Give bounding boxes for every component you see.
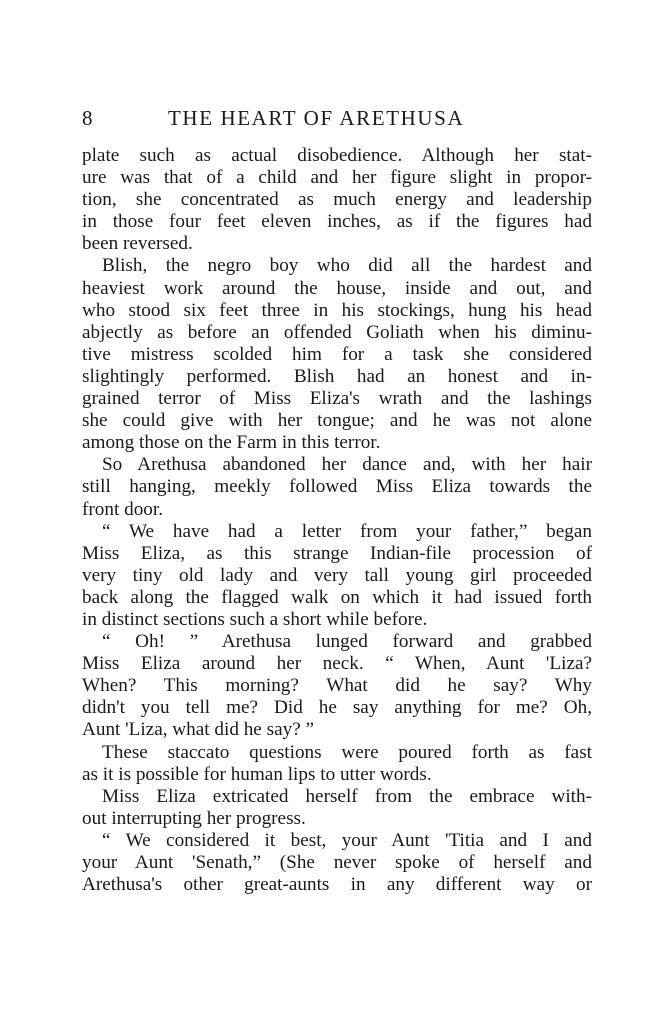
text-line: in distinct sections such a short while before. [82, 608, 428, 630]
text-line: Arethusa's other great-aunts in any different way or [82, 874, 592, 896]
text-line: Blish, the negro boy who did all the hardest and [102, 255, 592, 277]
text-line: “ We considered it best, your Aunt 'Titia and I and [102, 829, 592, 851]
text-line: among those on the Farm in this terror. [82, 432, 381, 454]
text-line: as it is possible for human lips to utter words. [82, 763, 432, 785]
text-line: When? This morning? What did he say? Why [82, 675, 592, 697]
text-line: ure was that of a child and her figure slight in propor- [82, 167, 592, 189]
text-line: Miss Eliza, as this strange Indian-file procession of [82, 542, 592, 564]
text-line: still hanging, meekly followed Miss Eliza towards the [82, 476, 592, 498]
text-line: grained terror of Miss Eliza's wrath and the lashings [82, 388, 592, 410]
text-line: who stood six feet three in his stockings, hung his head [82, 299, 592, 321]
text-line: didn't you tell me? Did he say anything for me? Oh, [82, 697, 592, 719]
text-line: very tiny old lady and very tall young girl proceeded [82, 564, 592, 586]
text-line: tive mistress scolded him for a task she considered [82, 343, 592, 365]
text-line: Miss Eliza extricated herself from the embrace with- [102, 785, 592, 807]
text-line: abjectly as before an offended Goliath when his diminu- [82, 321, 592, 343]
text-line: heaviest work around the house, inside and out, and [82, 277, 592, 299]
text-line: plate such as actual disobedience. Although her stat- [82, 145, 592, 166]
running-title: THE HEART OF ARETHUSA [168, 106, 465, 130]
text-line: back along the flagged walk on which it had issued forth [82, 586, 592, 608]
text-line: front door. [82, 498, 164, 520]
text-line: These staccato questions were poured forth as fast [102, 741, 592, 763]
text-line: slightingly performed. Blish had an honest and in- [82, 365, 592, 387]
text-line: Aunt 'Liza, what did he say? ” [82, 719, 315, 741]
page-number: 8 [82, 106, 93, 130]
text-line: your Aunt 'Senath,” (She never spoke of herself and [82, 852, 592, 873]
text-line: she could give with her tongue; and he was not alone [82, 410, 592, 432]
text-line: been reversed. [82, 233, 193, 255]
text-line: “ Oh! ” Arethusa lunged forward and grabbed [102, 631, 592, 653]
text-line: So Arethusa abandoned her dance and, with her hair [102, 454, 592, 476]
text-line: tion, she concentrated as much energy and leadership [82, 189, 592, 211]
text-line: Miss Eliza around her neck. “ When, Aunt 'Liza? [82, 653, 592, 675]
text-line: in those four feet eleven inches, as if the figures had [82, 211, 592, 233]
text-line: “ We have had a letter from your father,” began [102, 520, 592, 542]
text-line: out interrupting her progress. [82, 807, 306, 829]
running-header [82, 103, 592, 133]
body-text [82, 145, 592, 896]
